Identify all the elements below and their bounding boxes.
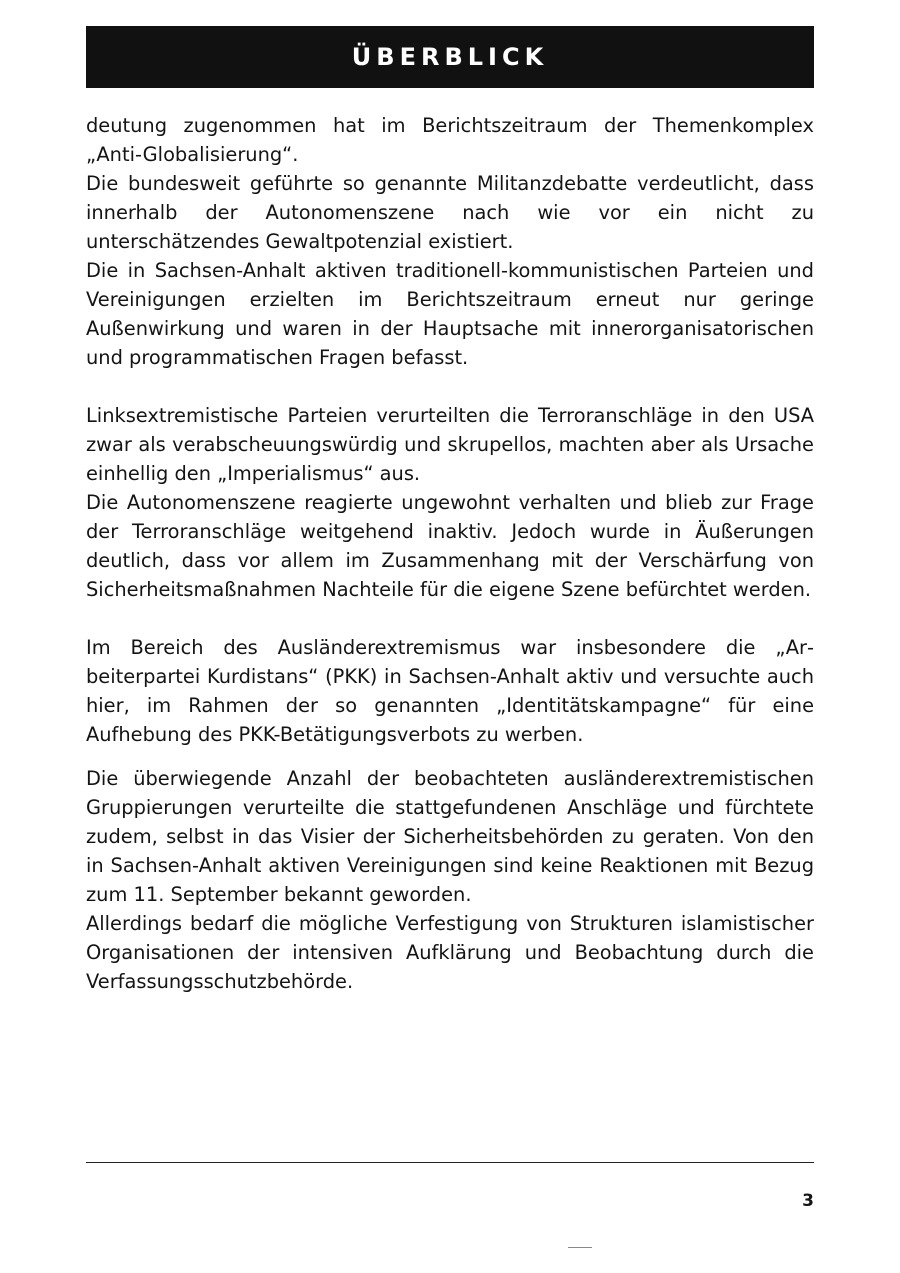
paragraph-linksextremistische-parteien: Linksextremistische Parteien verurteilten die Terroranschläge in den USA zwar als verabscheuungswürdig und skrupellos, machten aber als Ursache einhellig den „Imperialismus“ aus. <box>86 404 814 485</box>
paragraph-autonomenszene: Die Autonomenszene reagierte ungewohnt verhalten und blieb zur Frage der Terroranschläge weitgehend inaktiv. Jedoch wurde in Äußerungen deutlich, dass vor allem im Zusammenhang mit der Verschärfung von Sicherheitsmaßnahmen Nachteile für die eigene Szene befürchtet werden. <box>86 491 814 601</box>
footer-divider <box>86 1162 814 1163</box>
body-text <box>86 111 814 996</box>
paragraph-pkk: Im Bereich des Ausländerextremismus war insbesondere die „Arbeiterpartei Kurdistans“ (PKK) in Sachsen-Anhalt aktiv und versuchte auch hier, im Rahmen der so genannten „Identitätskampagne“ für eine Aufhebung des PKK-Betätigungsverbots zu werben. <box>86 636 814 746</box>
paragraph-kommunistische-parteien: Die in Sachsen-Anhalt aktiven traditionell-kommunistischen Parteien und Vereinigungen erzielten im Berichtszeitraum erneut nur geringe Außenwirkung und waren in der Hauptsache mit innerorganisatorischen und programmatischen Fragen befasst. <box>86 259 814 369</box>
paragraph-spacer <box>86 749 814 764</box>
paragraph-anti-globalisierung: deutung zugenommen hat im Berichtszeitraum der Themenkomplex „Anti-Globalisierung“. <box>86 114 814 166</box>
paragraph-spacer <box>86 372 814 401</box>
page-number: 3 <box>802 1191 814 1211</box>
section-title: ÜBERBLICK <box>351 43 549 71</box>
paragraph-spacer <box>86 604 814 633</box>
paragraph-auslaenderextremistische-gruppierungen: Die überwiegende Anzahl der beobachteten ausländerextremistischen Gruppierungen verurteilte die stattgefundenen Anschläge und fürchtete zudem, selbst in das Visier der Sicherheitsbehörden zu geraten. Von den in Sachsen-Anhalt aktiven Vereinigungen sind keine Reaktionen mit Bezug zum 11. September bekannt geworden. <box>86 767 814 906</box>
paragraph-islamistische-strukturen: Allerdings bedarf die mögliche Verfestigung von Strukturen islamistischer Organisationen der intensiven Aufklärung und Beobachtung durch die Verfassungsschutzbehörde. <box>86 912 814 993</box>
section-header-bar <box>86 26 814 88</box>
scan-artifact-line <box>568 1247 592 1248</box>
paragraph-militanzdebatte: Die bundesweit geführte so genannte Militanzdebatte verdeutlicht, dass innerhalb der Autonomenszene nach wie vor ein nicht zu unterschätzendes Gewaltpotenzial existiert. <box>86 172 814 253</box>
